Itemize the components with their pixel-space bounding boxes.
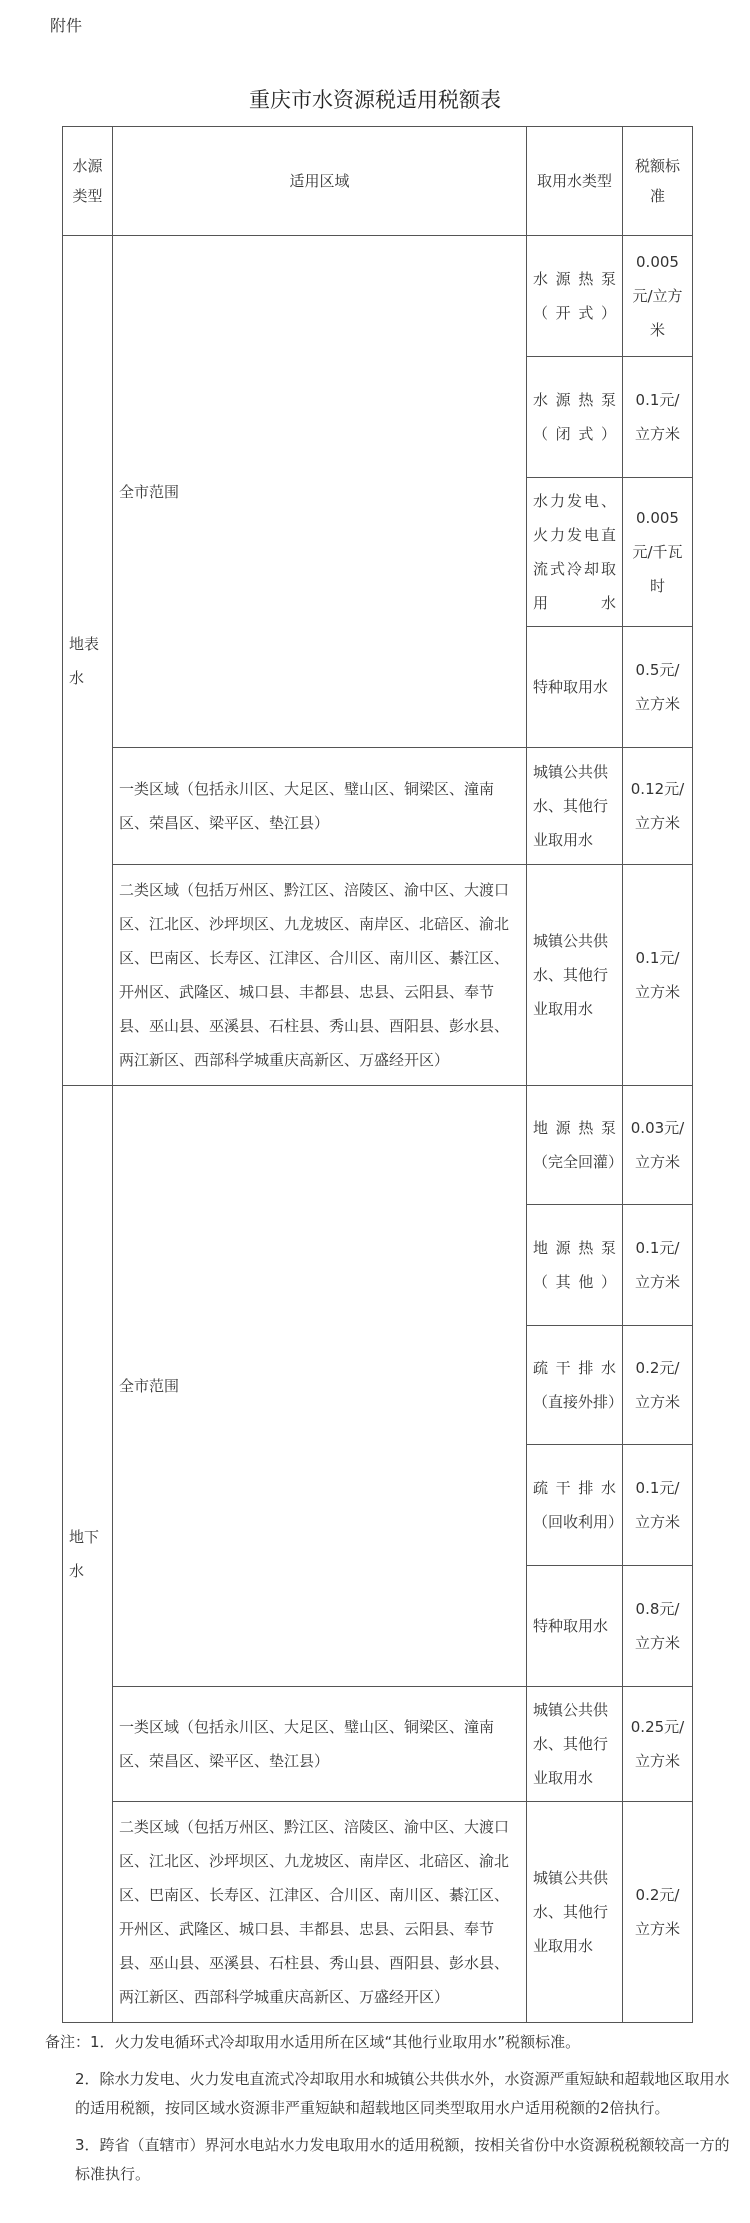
note-3: 3．跨省（直辖市）界河水电站水力发电取用水的适用税额，按相关省份中水资源税税额较高一方的标准执行。 (75, 2136, 730, 2183)
table-row (63, 865, 693, 1086)
water-use-cell: 城镇公共供水、其他行业取用水 (527, 865, 623, 1086)
water-use-cell: 城镇公共供水、其他行业取用水 (527, 748, 623, 865)
rate-cell: 0.005元/千瓦时 (623, 478, 693, 627)
rate-cell: 0.1元/立方米 (623, 1205, 693, 1326)
source-ground: 地下水 (63, 1086, 113, 2023)
note-2: 2．除水力发电、火力发电直流式冷却取用水和城镇公共供水外，水资源严重短缺和超载地区取用水的适用税额，按同区域水资源非严重短缺和超载地区同类型取用水户适用税额的2倍执行。 (75, 2070, 730, 2117)
rate-cell: 0.1元/立方米 (623, 357, 693, 478)
source-surface: 地表水 (63, 236, 113, 1086)
water-use-cell: 疏干排水（回收利用） (527, 1445, 623, 1566)
region-class2: 二类区域（包括万州区、黔江区、涪陵区、渝中区、大渡口区、江北区、沙坪坝区、九龙坡区、南岸区、北碚区、渝北区、巴南区、长寿区、江津区、合川区、南川区、綦江区、开州区、武隆区、城口县、丰都县、忠县、云阳县、奉节县、巫山县、巫溪县、石柱县、秀山县、酉阳县、彭水县、两江新区、西部科学城重庆高新区、万盛经开区） (113, 1802, 527, 2023)
header-source-type: 水源类型 (63, 127, 113, 236)
rate-cell: 0.5元/立方米 (623, 627, 693, 748)
region-class2: 二类区域（包括万州区、黔江区、涪陵区、渝中区、大渡口区、江北区、沙坪坝区、九龙坡区、南岸区、北碚区、渝北区、巴南区、长寿区、江津区、合川区、南川区、綦江区、开州区、武隆区、城口县、丰都县、忠县、云阳县、奉节县、巫山县、巫溪县、石柱县、秀山县、酉阳县、彭水县、两江新区、西部科学城重庆高新区、万盛经开区） (113, 865, 527, 1086)
water-use-cell: 城镇公共供水、其他行业取用水 (527, 1687, 623, 1802)
header-water-use: 取用水类型 (527, 127, 623, 236)
note-1: 备注：1．火力发电循环式冷却取用水适用所在区域“其他行业取用水”税额标准。 (45, 2033, 581, 2051)
rate-cell: 0.2元/立方米 (623, 1326, 693, 1445)
header-region: 适用区域 (113, 127, 527, 236)
water-use-cell: 城镇公共供水、其他行业取用水 (527, 1802, 623, 2023)
region-class1: 一类区域（包括永川区、大足区、璧山区、铜梁区、潼南区、荣昌区、梁平区、垫江县） (113, 748, 527, 865)
attachment-label: 附件 (50, 16, 83, 35)
region-class1: 一类区域（包括永川区、大足区、璧山区、铜梁区、潼南区、荣昌区、梁平区、垫江县） (113, 1687, 527, 1802)
rate-cell: 0.03元/立方米 (623, 1086, 693, 1205)
water-use-cell: 地源热泵（其他） (527, 1205, 623, 1326)
table-row (63, 1802, 693, 2023)
table-title: 重庆市水资源税适用税额表 (249, 88, 501, 112)
water-use-cell: 水源热泵（开式） (527, 236, 623, 357)
table-row (63, 236, 693, 357)
table-row (63, 1687, 693, 1802)
water-use-cell: 特种取用水 (527, 627, 623, 748)
water-use-cell: 特种取用水 (527, 1566, 623, 1687)
table-row (63, 748, 693, 865)
rate-cell: 0.2元/立方米 (623, 1802, 693, 2023)
region-citywide: 全市范围 (113, 1086, 527, 1687)
header-row (63, 127, 693, 236)
rate-cell: 0.8元/立方米 (623, 1566, 693, 1687)
rate-cell: 0.25元/立方米 (623, 1687, 693, 1802)
header-rate: 税额标准 (623, 127, 693, 236)
region-citywide: 全市范围 (113, 236, 527, 748)
notes (45, 2028, 735, 2197)
table-row (63, 1086, 693, 1205)
water-use-cell: 水源热泵（闭式） (527, 357, 623, 478)
rate-cell: 0.005元/立方米 (623, 236, 693, 357)
rate-cell: 0.12元/立方米 (623, 748, 693, 865)
rate-cell: 0.1元/立方米 (623, 865, 693, 1086)
rate-cell: 0.1元/立方米 (623, 1445, 693, 1566)
water-use-cell: 地源热泵（完全回灌） (527, 1086, 623, 1205)
water-use-cell: 疏干排水（直接外排） (527, 1326, 623, 1445)
water-use-cell: 水力发电、火力发电直流式冷却取用水 (527, 478, 623, 627)
tax-rate-table (62, 126, 693, 2023)
